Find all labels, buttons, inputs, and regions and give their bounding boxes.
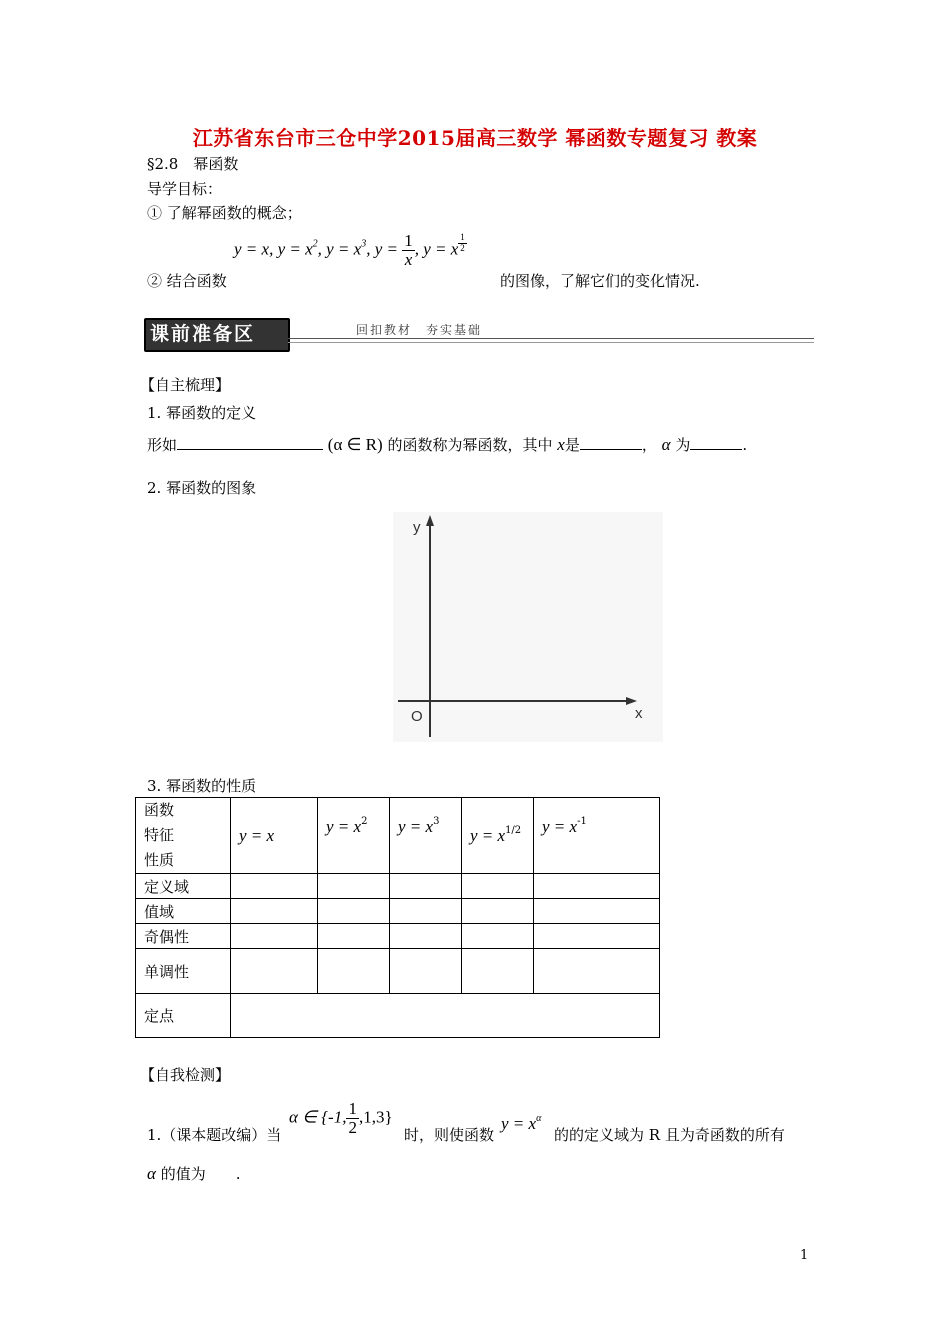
- banner-subtitle: 回扣教材 夯实基础: [356, 323, 483, 337]
- banner-title: 课前准备区: [150, 323, 256, 345]
- goal-2-functions: y = x, $y = x^2$, $y = x^3$, y = $\frac{1}{x}$ , y = x $\frac{1}{2}$: [234, 231, 465, 269]
- question-1-set: α ∈ {-1, $\frac{1}{2}$ ,1,3}: [289, 1099, 393, 1137]
- self-check-heading: 【自我检测】: [140, 1066, 231, 1084]
- blank-alpha-role[interactable]: [690, 449, 742, 450]
- banner-rule-2: [288, 342, 814, 343]
- goal-2-prefix: ② 结合函数: [147, 272, 227, 290]
- page-number: 1: [800, 1248, 809, 1263]
- question-1-prefix: 1.（课本题改编）当: [147, 1126, 282, 1144]
- question-1-function: $y = x^\alpha$: [501, 1113, 542, 1133]
- question-1-mid: 时，则使函数: [404, 1126, 495, 1144]
- origin-label: O: [411, 708, 423, 725]
- item-1-heading: 1. 幂函数的定义: [147, 404, 257, 422]
- header-y-sqrt: $y = x^{1/2}$: [462, 798, 534, 874]
- y-axis-label: y: [413, 519, 421, 536]
- definition-line: 形如 (α ∈ R) 的函数称为幂函数，其中 x是 ， α 为 .: [147, 435, 748, 454]
- goal-1: ① 了解幂函数的概念；: [147, 204, 302, 222]
- blank-form[interactable]: [177, 449, 323, 450]
- guide-label: 导学目标：: [147, 180, 223, 198]
- blank-coordinate-graph: [393, 512, 663, 742]
- page-title: 江苏省东台市三仓中学2015届高三数学 幂函数专题复习 教案: [192, 126, 758, 150]
- section-heading: §2.8 幂函数: [147, 155, 239, 173]
- header-y-x3: $y = x^3$: [390, 798, 462, 874]
- header-y-x: y = x: [231, 798, 318, 874]
- x-axis-label: x: [635, 705, 643, 722]
- table-row: 定义域: [136, 874, 660, 899]
- table-row: 单调性: [136, 949, 660, 994]
- properties-table: [135, 797, 660, 1038]
- question-1-suffix: 的的定义域为 R 且为奇函数的所有: [554, 1126, 785, 1144]
- item-2-heading: 2. 幂函数的图象: [147, 479, 257, 497]
- table-row: 值域: [136, 899, 660, 924]
- goal-2-suffix: 的图像，了解它们的变化情况.: [500, 272, 700, 290]
- self-study-heading: 【自主梳理】: [140, 376, 231, 394]
- item-3-heading: 3. 幂函数的性质: [147, 777, 257, 795]
- table-corner: 函数 特征 性质: [136, 798, 231, 874]
- header-y-recip: $y = x^{-1}$: [534, 798, 660, 874]
- banner-rule: [288, 338, 814, 339]
- table-row: 定点: [136, 994, 660, 1038]
- header-y-x2: $y = x^2$: [318, 798, 390, 874]
- table-row: 奇偶性: [136, 924, 660, 949]
- blank-x-role[interactable]: [580, 449, 642, 450]
- question-1-line2: α 的值为 .: [147, 1164, 241, 1183]
